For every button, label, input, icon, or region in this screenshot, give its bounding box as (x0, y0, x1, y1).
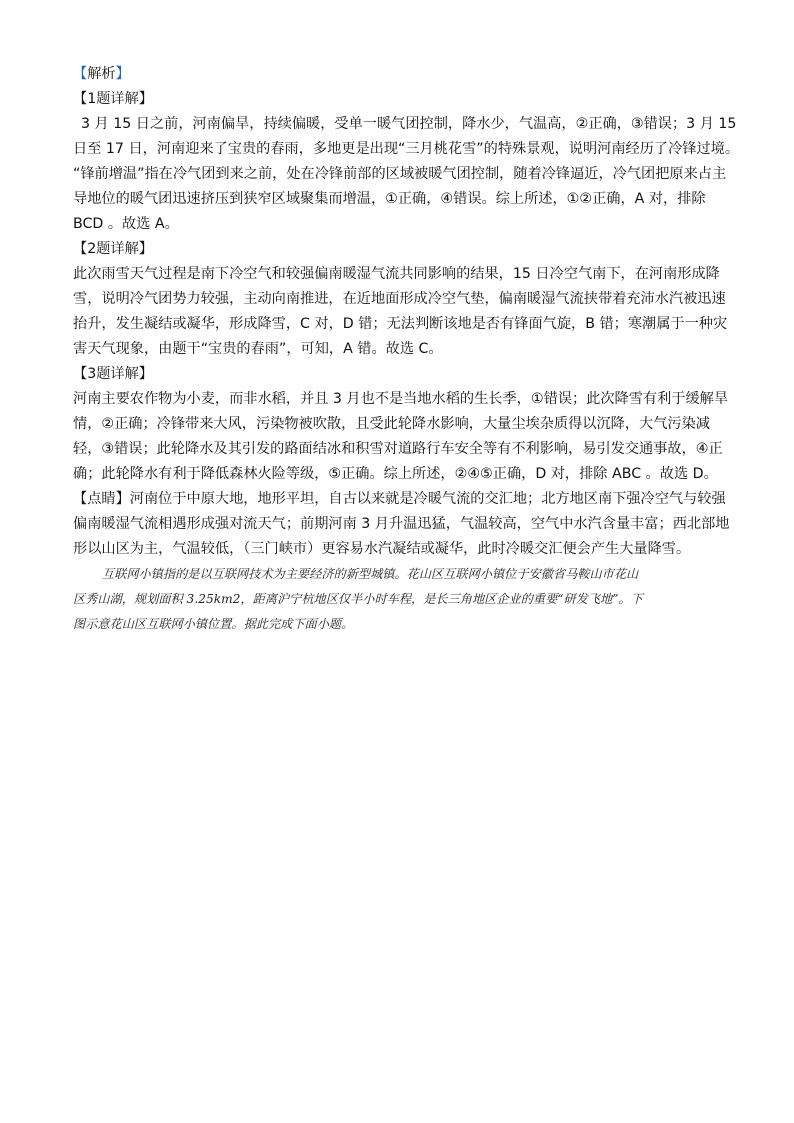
q1-line: BCD 。故选 A。 (73, 216, 179, 232)
q2-line: 抬升，发生凝结或凝华，形成降雪，C 对，D 错；无法判断该地是否有锋面气旋，B 错；寒潮属于一种灾 (73, 316, 728, 332)
analysis-heading-open: 【 (73, 66, 88, 82)
intro-line: 图示意花山区互联网小镇位置。据此完成下面小题。 (73, 617, 354, 631)
q1-body (73, 112, 740, 237)
q2-line: 此次雨雪天气过程是南下冷空气和较强偏南暖湿气流共同影响的结果，15 日冷空气南下，在河南形成降 (73, 266, 720, 282)
analysis-heading-close: 】 (115, 66, 130, 82)
q1-line: 导地位的暖气团迅速挤压到狭窄区域聚集而增温，①正确，④错误。综上所述，①②正确，A 对，排除 (73, 191, 706, 207)
tips-section (73, 487, 730, 562)
q1-line: “锋前增温”指在冷气团到来之前，处在冷锋前部的区域被暖气团控制，随着冷锋逼近，冷气团把原来占主 (73, 166, 727, 182)
q2-body (73, 262, 728, 362)
intro-line: 区秀山湖，规划面积 3.25km2，距离沪宁杭地区仅半小时车程，是长三角地区企业的重要“研发飞地”。下 (73, 592, 643, 606)
analysis-heading (73, 62, 725, 87)
q3-line: 情，②正确；冷锋带来大风，污染物被吹散，且受此轮降水影响，大量尘埃杂质得以沉降，大气污染减 (73, 416, 710, 432)
q1-line: 3 月 15 日之前，河南偏旱，持续偏暖，受单一暖气团控制，降水少，气温高，②正确，③错误；3 月 15 (81, 116, 737, 132)
q3-heading: 【3题详解】 (73, 366, 153, 382)
document-page (73, 62, 740, 637)
q3-line: 确；此轮降水有利于降低森林火险等级，⑤正确。综上所述，②④⑤正确，D 对，排除 ABC 。故选 D。 (73, 466, 718, 482)
q1-line: 日至 17 日，河南迎来了宝贵的春雨，多地更是出现“三月桃花雪”的特殊景观，说明河南经历了冷锋过境。 (73, 141, 740, 157)
q3-line: 河南主要农作物为小麦，而非水稻，并且 3 月也不是当地水稻的生长季，①错误；此次降雪有利于缓解旱 (73, 391, 729, 407)
q3-body (73, 387, 729, 487)
q3-line: 轻，③错误；此轮降水及其引发的路面结冰和积雪对道路行车安全等有不利影响，易引发交通事故，④正 (73, 441, 723, 457)
q2-heading: 【2题详解】 (73, 241, 153, 257)
tips-text: 河南位于中原大地，地形平坦，自古以来就是冷暖气流的交汇地；北方地区南下强冷空气与较强 (129, 491, 726, 507)
tips-label: 【点睛】 (73, 491, 130, 507)
intro-paragraph (73, 562, 725, 637)
tips-line: 偏南暖湿气流相遇形成强对流天气；前期河南 3 月升温迅猛，气温较高，空气中水汽含量丰富；西北部地 (73, 516, 730, 532)
intro-line: 互联网小镇指的是以互联网技术为主要经济的新型城镇。花山区互联网小镇位于安徽省马鞍山市花山 (102, 567, 639, 581)
q2-line: 雪，说明冷气团势力较强，主动向南推进，在近地面形成冷空气垫，偏南暖湿气流挟带着充沛水汽被迅速 (73, 291, 726, 307)
tips-line: 形以山区为主，气温较低，（三门峡市）更容易水汽凝结或凝华，此时冷暖交汇便会产生大量降雪。 (73, 541, 691, 557)
q2-line: 害天气现象，由题干“宝贵的春雨”，可知，A 错。故选 C。 (73, 341, 443, 357)
tips-line (73, 487, 725, 512)
q1-heading: 【1题详解】 (73, 91, 153, 107)
analysis-heading-text: 解析 (87, 66, 116, 82)
